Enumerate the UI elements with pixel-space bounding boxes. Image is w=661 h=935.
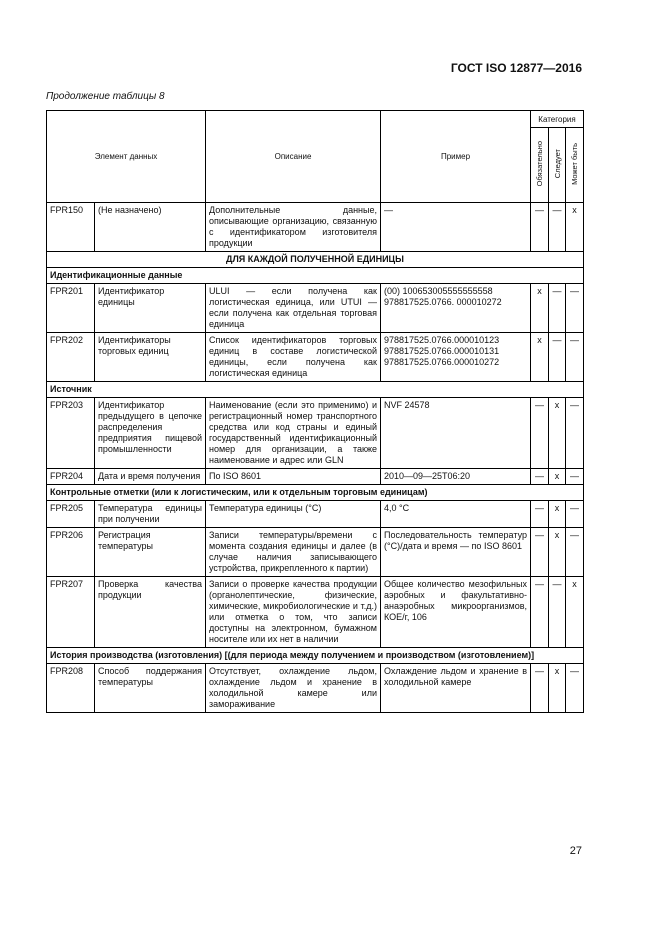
row-may: — — [566, 284, 584, 333]
row-element-name: Идентификаторы торговых единиц — [95, 333, 206, 382]
row-code: FPR207 — [47, 577, 95, 648]
section-row — [47, 382, 584, 398]
section-source: Источник — [47, 382, 584, 398]
row-mandatory: — — [531, 469, 549, 485]
header-category: Категория — [531, 111, 584, 128]
header-description: Описание — [206, 111, 381, 203]
table-header-row — [47, 111, 584, 128]
row-should: x — [549, 469, 566, 485]
row-example: 2010—09—25T06:20 — [381, 469, 531, 485]
row-description: Наименование (если это применимо) и регистрационный номер транспортного средства или код страны и единый государственный идентификационный номер для организации, а также наименование и адрес или GLN — [206, 398, 381, 469]
row-example: (00) 100653005555555558 978817525.0766. 000010272 — [381, 284, 531, 333]
row-mandatory: — — [531, 203, 549, 252]
header-may: Может быть — [566, 128, 584, 203]
row-should: — — [549, 333, 566, 382]
row-description: Записи температуры/времени с момента создания единицы и далее (в случае наличия записывающего устройства, прикрепленного к партии) — [206, 528, 381, 577]
header-mandatory: Обязательно — [531, 128, 549, 203]
row-mandatory: — — [531, 577, 549, 648]
table-continuation-caption: Продолжение таблицы 8 — [46, 91, 165, 102]
row-mandatory: x — [531, 333, 549, 382]
table-row — [47, 528, 584, 577]
header-should: Следует — [549, 128, 566, 203]
row-element-name: Способ поддержания температуры — [95, 664, 206, 713]
row-mandatory: — — [531, 664, 549, 713]
page-number: 27 — [569, 845, 582, 857]
row-may: x — [566, 577, 584, 648]
row-may: — — [566, 664, 584, 713]
row-should: — — [549, 203, 566, 252]
row-mandatory: x — [531, 284, 549, 333]
row-should: x — [549, 664, 566, 713]
section-row — [47, 252, 584, 268]
row-example: NVF 24578 — [381, 398, 531, 469]
row-element-name: (Не назначено) — [95, 203, 206, 252]
row-code: FPR208 — [47, 664, 95, 713]
row-code: FPR202 — [47, 333, 95, 382]
row-example: 978817525.0766.000010123 978817525.0766.000010131 978817525.0766.000010272 — [381, 333, 531, 382]
table-row — [47, 501, 584, 528]
row-mandatory: — — [531, 501, 549, 528]
row-description: По ISO 8601 — [206, 469, 381, 485]
row-description: Список идентификаторов торговых единиц в составе логистической единицы, если получена как логистическая единица — [206, 333, 381, 382]
row-element-name: Идентификатор единицы — [95, 284, 206, 333]
table-row — [47, 664, 584, 713]
table-row — [47, 203, 584, 252]
row-should: x — [549, 398, 566, 469]
data-elements-table — [46, 110, 584, 713]
row-may: x — [566, 203, 584, 252]
section-control-marks: Контрольные отметки (или к логистическим, или к отдельным торговым единицам) — [47, 485, 584, 501]
row-mandatory: — — [531, 398, 549, 469]
table-row — [47, 577, 584, 648]
row-example: — — [381, 203, 531, 252]
section-identification: Идентификационные данные — [47, 268, 584, 284]
section-row — [47, 648, 584, 664]
row-element-name: Идентификатор предыдущего в цепочке распределения предприятия пищевой промышленности — [95, 398, 206, 469]
row-code: FPR203 — [47, 398, 95, 469]
row-code: FPR150 — [47, 203, 95, 252]
row-may: — — [566, 528, 584, 577]
row-example: Охлаждение льдом и хранение в холодильной камере — [381, 664, 531, 713]
row-element-name: Проверка качества продукции — [95, 577, 206, 648]
standard-header: ГОСТ ISO 12877—2016 — [450, 61, 582, 75]
row-mandatory: — — [531, 528, 549, 577]
row-code: FPR204 — [47, 469, 95, 485]
row-may: — — [566, 333, 584, 382]
row-description: Дополнительные данные, описывающие организацию, связанную с идентификатором изготовителя продукции — [206, 203, 381, 252]
row-description: Температура единицы (°С) — [206, 501, 381, 528]
section-each-unit: ДЛЯ КАЖДОЙ ПОЛУЧЕННОЙ ЕДИНИЦЫ — [47, 252, 584, 268]
section-row — [47, 268, 584, 284]
section-production-history: История производства (изготовления) [(для периода между получением и производством (изготовлением)] — [47, 648, 584, 664]
row-should: x — [549, 528, 566, 577]
table-row — [47, 284, 584, 333]
row-description: ULUI — если получена как логистическая единица, или UTUI — если получена как отдельная торговая единица — [206, 284, 381, 333]
row-element-name: Дата и время получения — [95, 469, 206, 485]
table-row — [47, 333, 584, 382]
row-code: FPR205 — [47, 501, 95, 528]
row-may: — — [566, 398, 584, 469]
row-should: — — [549, 284, 566, 333]
section-row — [47, 485, 584, 501]
row-description: Записи о проверке качества продукции (органолептические, физические, химические, микробиологические и т.д.) или отметка о том, что записи доступны на электронном, бумажном носителе или их нет в наличии — [206, 577, 381, 648]
row-element-name: Температура единицы при получении — [95, 501, 206, 528]
header-data-element: Элемент данных — [47, 111, 206, 203]
row-example: 4,0 °С — [381, 501, 531, 528]
row-description: Отсутствует, охлаждение льдом, охлаждение льдом и хранение в холодильной камере или замораживание — [206, 664, 381, 713]
row-code: FPR206 — [47, 528, 95, 577]
row-element-name: Регистрация температуры — [95, 528, 206, 577]
row-should: — — [549, 577, 566, 648]
table-row — [47, 469, 584, 485]
row-may: — — [566, 469, 584, 485]
row-example: Последовательность температур (°С)/дата и время — по ISO 8601 — [381, 528, 531, 577]
row-should: x — [549, 501, 566, 528]
header-example: Пример — [381, 111, 531, 203]
row-code: FPR201 — [47, 284, 95, 333]
row-may: — — [566, 501, 584, 528]
table-row — [47, 398, 584, 469]
row-example: Общее количество мезофильных аэробных и факультативно-анаэробных микроорганизмов, КОЕ/г, 106 — [381, 577, 531, 648]
